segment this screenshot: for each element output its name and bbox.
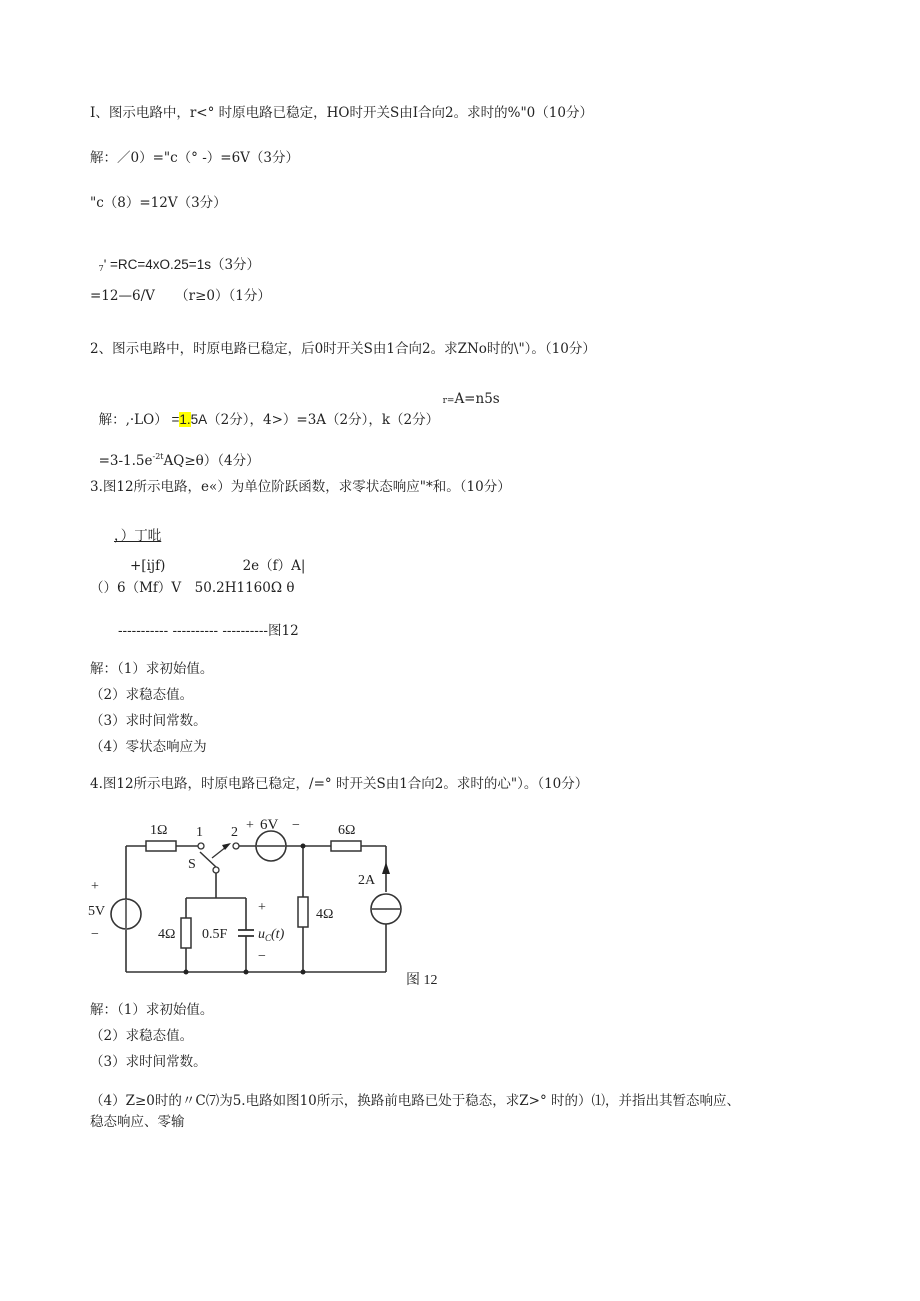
q4-title: 4.图12所示电路，时原电路已稳定，/=° 时开关S由1合向2。求时的心"）。（10分）	[90, 776, 589, 792]
q4-step-4-line-1: （4）Z≥0时的〃C⑺为5.电路如图10所示，换路前电路已处于稳态，求Z>° 时的）⑴，并指出其暂态响应、	[90, 1093, 740, 1109]
q2-title: 2、图示电路中，时原电路已稳定，后0时开关S由1合向2。求ZNo时的\"）。（10分）	[90, 341, 596, 357]
q3-step-4: （4）零状态响应为	[90, 739, 207, 755]
q1-tau-sub: 7	[98, 264, 104, 273]
label-6v: 6V	[260, 817, 279, 833]
q1-answer-line-1: 解：／0）="c（° -）=6V（3分）	[90, 150, 300, 166]
resistor-4ohm-right	[298, 897, 308, 927]
q2-answer-line-2	[90, 430, 260, 470]
voltage-source-top	[256, 831, 286, 861]
q4-step-2: （2）求稳态值。	[90, 1028, 194, 1044]
switch-s	[198, 843, 239, 873]
q3-figure-text-3: （）6（Mf）V 50.2H1160Ω θ	[90, 580, 295, 596]
circuit-diagram	[88, 812, 448, 992]
label-uc-minus: −	[258, 949, 266, 964]
q2-tau-note	[434, 372, 500, 410]
q3-figure-text-2: +[ijf) 2e（f）A|	[130, 558, 306, 574]
label-6v-plus: +	[246, 818, 254, 833]
resistor-4ohm-left	[181, 918, 191, 948]
q2-ans-highlight: 1.	[179, 412, 191, 427]
q2-answer-line-1	[90, 393, 439, 429]
q2-eq-part-b: AQ≥θ）（4分）	[163, 453, 260, 469]
q3-figure-text-4: ----------- ---------- ----------图12	[118, 623, 299, 639]
q3-step-2: （2）求稳态值。	[90, 687, 194, 703]
label-uc: $u_C(t)$	[258, 927, 285, 943]
resistor-6ohm	[331, 841, 361, 851]
q2-ans-part-a: 解：,·LO）	[98, 412, 168, 428]
resistor-1ohm	[146, 841, 176, 851]
q4-step-1: 解：（1）求初始值。	[90, 1002, 214, 1018]
q2-ans-part-b: =	[167, 412, 180, 427]
q1-tau-score: （3分）	[210, 257, 261, 273]
q2-ans-part-d: （2分），4>）=3A（2分），k（2分）	[207, 412, 440, 428]
figure-caption: 图 12	[406, 973, 438, 988]
q1-tau-expr: ' =RC=4xO.25=1s	[103, 257, 211, 272]
label-4ohm-right: 4Ω	[316, 907, 334, 922]
q2-eq-part-a: =3-1.5e	[98, 453, 153, 469]
label-5v-plus: +	[91, 879, 99, 894]
q3-figure-text-1: ，）丁吡	[114, 528, 162, 544]
q3-step-3: （3）求时间常数。	[90, 713, 207, 729]
label-5v-minus: −	[91, 927, 99, 942]
q2-tau-note-sub: r=	[442, 396, 455, 406]
label-1ohm: 1Ω	[150, 823, 168, 838]
label-6v-minus: −	[292, 818, 300, 833]
q3-title: 3.图12所示电路，e«）为单位阶跃函数，求零状态响应"*和。（10分）	[90, 479, 511, 495]
label-switch: S	[188, 857, 196, 872]
q3-step-1: 解：（1）求初始值。	[90, 661, 214, 677]
label-node-1: 1	[196, 825, 203, 840]
q1-answer-line-2: "c（8）=12V（3分）	[90, 195, 227, 211]
q2-ans-part-c: 5A	[190, 412, 208, 427]
label-4ohm-left: 4Ω	[158, 927, 176, 942]
label-5v: 5V	[88, 904, 106, 919]
current-source	[371, 862, 401, 924]
q4-step-3: （3）求时间常数。	[90, 1054, 207, 1070]
q1-answer-line-4: =12—6/V （r≥0）（1分）	[90, 288, 271, 304]
label-capacitor: 0.5F	[202, 927, 228, 942]
voltage-source-left	[111, 899, 141, 929]
q4-step-4-line-2: 稳态响应、零输	[90, 1114, 185, 1130]
label-2a: 2A	[358, 873, 376, 888]
label-uc-plus: +	[258, 900, 266, 915]
label-node-2: 2	[231, 825, 238, 840]
label-6ohm: 6Ω	[338, 823, 356, 838]
q2-eq-exponent: -2t	[152, 452, 164, 461]
q2-tau-note-main: A=n5s	[454, 391, 500, 407]
q1-title: I、图示电路中，r<° 时原电路已稳定，HO时开关S由I合向2。求时的%"0（10分）	[90, 105, 593, 121]
capacitor	[238, 930, 254, 936]
q1-answer-line-3	[90, 238, 260, 278]
